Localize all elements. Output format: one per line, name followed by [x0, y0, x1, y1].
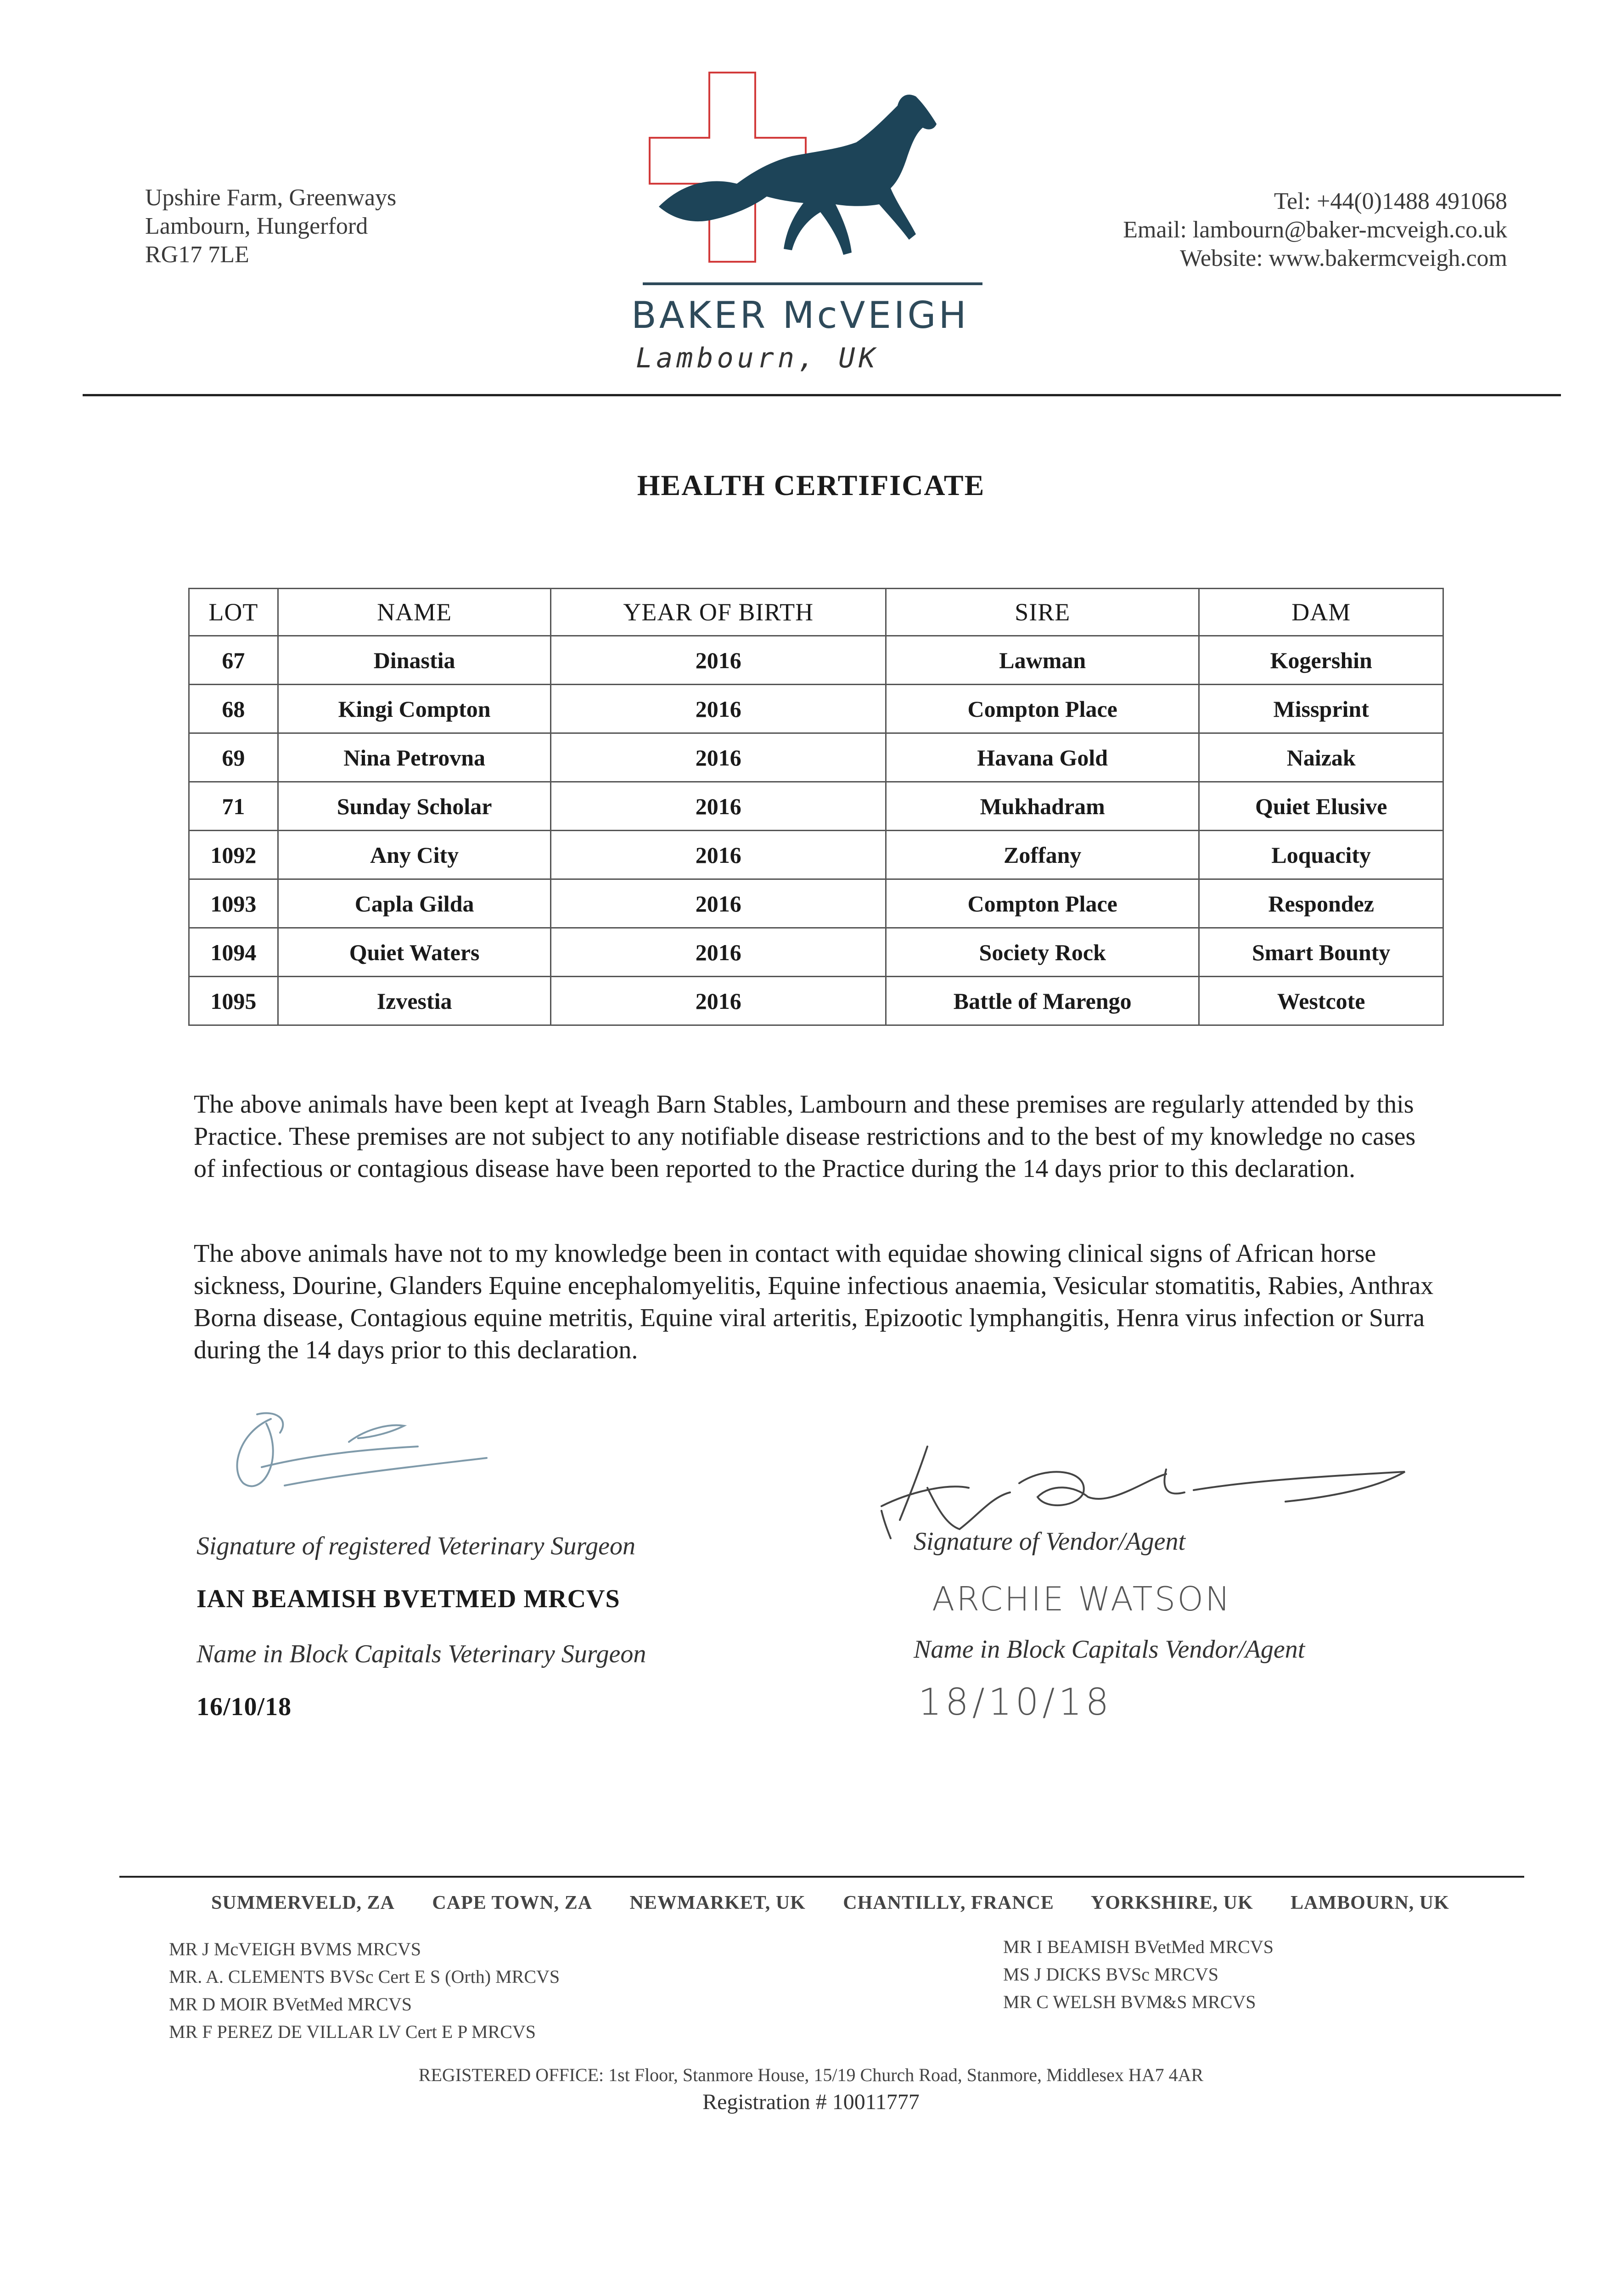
cell-name: Nina Petrovna	[278, 733, 551, 782]
location-item: CHANTILLY, FRANCE	[843, 1892, 1054, 1913]
cell-name: Sunday Scholar	[278, 782, 551, 831]
cell-year-of-birth: 2016	[551, 636, 886, 685]
location-item: CAPE TOWN, ZA	[432, 1892, 593, 1913]
cell-year-of-birth: 2016	[551, 733, 886, 782]
staff-member: MS J DICKS BVSc MRCVS	[1003, 1964, 1219, 1985]
cell-dam: Kogershin	[1199, 636, 1443, 685]
cell-lot: 1094	[189, 928, 278, 977]
staff-list-left	[169, 1936, 560, 2046]
cell-year-of-birth: 2016	[551, 928, 886, 977]
agent-date-handwritten: 18/10/18	[918, 1681, 1113, 1723]
contact-phone: Tel: +44(0)1488 491068	[1274, 188, 1507, 214]
staff-member: MR J McVEIGH BVMS MRCVS	[169, 1939, 421, 1959]
vet-signature-caption: Signature of registered Veterinary Surgeon	[196, 1532, 635, 1560]
cell-year-of-birth: 2016	[551, 782, 886, 831]
table-row	[189, 831, 1443, 879]
cell-name: Quiet Waters	[278, 928, 551, 977]
column-header-sire: SIRE	[886, 589, 1199, 636]
address-line: Upshire Farm, Greenways	[145, 185, 397, 211]
cell-name: Izvestia	[278, 977, 551, 1025]
agent-signature-caption: Signature of Vendor/Agent	[914, 1527, 1186, 1556]
location-item: SUMMERVELD, ZA	[211, 1892, 395, 1913]
cell-sire: Compton Place	[886, 685, 1199, 733]
brand-tagline: Lambourn, UK	[636, 342, 879, 374]
staff-member: MR. A. CLEMENTS BVSc Cert E S (Orth) MRCVS	[169, 1966, 560, 1987]
staff-member: MR C WELSH BVM&S MRCVS	[1003, 1992, 1256, 2012]
location-item: LAMBOURN, UK	[1291, 1892, 1449, 1913]
registered-office: REGISTERED OFFICE: 1st Floor, Stanmore House, 15/19 Church Road, Stanmore, Middlesex HA7 4AR	[418, 2065, 1204, 2085]
table-row	[189, 977, 1443, 1025]
vet-signature-icon	[211, 1405, 505, 1506]
cell-name: Capla Gilda	[278, 879, 551, 928]
staff-member: MR D MOIR BVetMed MRCVS	[169, 1994, 412, 2015]
footer-divider	[119, 1876, 1524, 1878]
address-line: RG17 7LE	[145, 242, 249, 268]
cell-year-of-birth: 2016	[551, 685, 886, 733]
practice-address	[145, 184, 396, 269]
table-row	[189, 879, 1443, 928]
cell-year-of-birth: 2016	[551, 977, 886, 1025]
column-header-lot: LOT	[189, 589, 278, 636]
cell-lot: 71	[189, 782, 278, 831]
document-title: HEALTH CERTIFICATE	[637, 469, 985, 501]
cell-year-of-birth: 2016	[551, 831, 886, 879]
declaration-premises: The above animals have been kept at Iveagh Barn Stables, Lambourn and these premises are regularly attended by this Practice. These premises are not subject to any notifiable disease restrictions and to the best of my knowledge no cases of infectious or contagious disease have been reported to the Practice during the 14 days prior to this declaration.	[194, 1090, 1416, 1183]
practice-locations	[211, 1892, 1482, 1914]
contact-email: Email: lambourn@baker-mcveigh.co.uk	[1123, 217, 1507, 243]
brand-name: BAKER McVEIGH	[631, 294, 969, 337]
table-row	[189, 782, 1443, 831]
table-row	[189, 928, 1443, 977]
cell-sire: Compton Place	[886, 879, 1199, 928]
table-row	[189, 685, 1443, 733]
contact-website: Website: www.bakermcveigh.com	[1180, 245, 1507, 271]
cell-lot: 1092	[189, 831, 278, 879]
table-row	[189, 636, 1443, 685]
table-body	[189, 636, 1443, 1025]
column-header-dam: DAM	[1199, 589, 1443, 636]
cell-name: Dinastia	[278, 636, 551, 685]
address-line: Lambourn, Hungerford	[145, 213, 368, 239]
cell-dam: Westcote	[1199, 977, 1443, 1025]
table-row	[189, 733, 1443, 782]
cell-dam: Loquacity	[1199, 831, 1443, 879]
cell-sire: Havana Gold	[886, 733, 1199, 782]
cell-sire: Zoffany	[886, 831, 1199, 879]
cell-dam: Naizak	[1199, 733, 1443, 782]
location-item: YORKSHIRE, UK	[1090, 1892, 1253, 1913]
cell-lot: 67	[189, 636, 278, 685]
column-header-year-of-birth: YEAR OF BIRTH	[551, 589, 886, 636]
cell-year-of-birth: 2016	[551, 879, 886, 928]
staff-member: MR I BEAMISH BVetMed MRCVS	[1003, 1936, 1274, 1957]
cell-dam: Quiet Elusive	[1199, 782, 1443, 831]
horse-lots-table	[188, 588, 1444, 1026]
cell-lot: 68	[189, 685, 278, 733]
cell-sire: Mukhadram	[886, 782, 1199, 831]
cell-dam: Respondez	[1199, 879, 1443, 928]
cell-sire: Battle of Marengo	[886, 977, 1199, 1025]
table-header-row	[189, 589, 1443, 636]
cell-dam: Missprint	[1199, 685, 1443, 733]
cell-lot: 1095	[189, 977, 278, 1025]
cell-name: Any City	[278, 831, 551, 879]
vet-name: IAN BEAMISH BVETMED MRCVS	[196, 1585, 620, 1613]
cell-lot: 69	[189, 733, 278, 782]
practice-contact	[1123, 187, 1507, 273]
cell-lot: 1093	[189, 879, 278, 928]
location-item: NEWMARKET, UK	[629, 1892, 806, 1913]
header-divider	[83, 394, 1561, 396]
cell-dam: Smart Bounty	[1199, 928, 1443, 977]
cell-name: Kingi Compton	[278, 685, 551, 733]
staff-list-right	[1003, 1933, 1274, 2016]
cell-sire: Society Rock	[886, 928, 1199, 977]
staff-member: MR F PEREZ DE VILLAR LV Cert E P MRCVS	[169, 2021, 536, 2042]
agent-name-caption: Name in Block Capitals Vendor/Agent	[914, 1635, 1305, 1664]
cell-sire: Lawman	[886, 636, 1199, 685]
vet-date: 16/10/18	[196, 1693, 292, 1721]
agent-name-handwritten: ARCHIE WATSON	[932, 1580, 1232, 1618]
column-header-name: NAME	[278, 589, 551, 636]
vet-name-caption: Name in Block Capitals Veterinary Surgeon	[196, 1640, 646, 1668]
baker-mcveigh-logo-icon	[640, 69, 989, 289]
declaration-diseases: The above animals have not to my knowledge been in contact with equidae showing clinical signs of African horse sickness, Dourine, Glanders Equine encephalomyelitis, Equine infectious anaemia, Vesicular stomatitis, Rabies, Anthrax Borna disease, Contagious equine metritis, Equine viral arteritis, Epizootic lymphangitis, Henra virus infection or Surra during the 14 days prior to this declaration.	[194, 1239, 1434, 1364]
registration-number: Registration # 10011777	[702, 2090, 920, 2114]
